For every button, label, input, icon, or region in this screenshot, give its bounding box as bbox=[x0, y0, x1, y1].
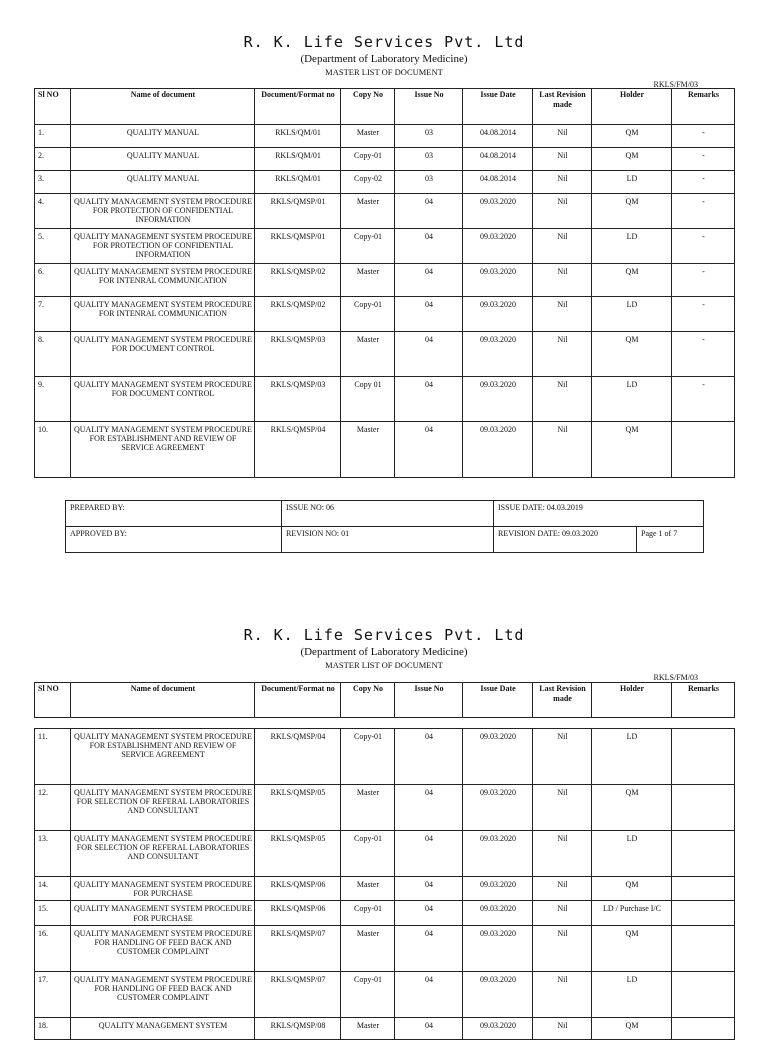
issue-date: 09.03.2020 bbox=[463, 729, 533, 785]
holder: LD / Purchase I/C bbox=[592, 901, 672, 925]
col-header: Name of document bbox=[71, 89, 255, 125]
document-name: QUALITY MANAGEMENT SYSTEM PROCEDURE FOR DOCUMENT CONTROL bbox=[71, 332, 255, 377]
document-no: RKLS/QMSP/05 bbox=[255, 785, 341, 831]
copy-no: Copy-01 bbox=[341, 729, 395, 785]
department-subtitle: (Department of Laboratory Medicine) bbox=[300, 53, 468, 65]
row-number: 16. bbox=[35, 925, 71, 971]
table-body bbox=[35, 729, 735, 1040]
document-name: QUALITY MANAGEMENT SYSTEM PROCEDURE FOR PURCHASE bbox=[71, 877, 255, 901]
col-header: Issue Date bbox=[463, 89, 533, 125]
table-row bbox=[35, 332, 735, 377]
page-number: Page 1 of 7 bbox=[637, 527, 704, 553]
remarks bbox=[672, 1017, 735, 1039]
table-header-row bbox=[35, 89, 735, 125]
row-number: 18. bbox=[35, 1017, 71, 1039]
remarks bbox=[672, 877, 735, 901]
holder: QM bbox=[592, 422, 672, 478]
document-no: RKLS/QMSP/08 bbox=[255, 1017, 341, 1039]
document-name: QUALITY MANAGEMENT SYSTEM bbox=[71, 1017, 255, 1039]
issue-no: 04 bbox=[395, 229, 463, 264]
holder: QM bbox=[592, 148, 672, 171]
issue-date: 09.03.2020 bbox=[463, 901, 533, 925]
issue-date: 09.03.2020 bbox=[463, 194, 533, 229]
issue-date: 09.03.2020 bbox=[463, 831, 533, 877]
last-revision: Nil bbox=[533, 148, 592, 171]
document-name: QUALITY MANAGEMENT SYSTEM PROCEDURE FOR PROTECTION OF CONFIDENTIAL INFORMATION bbox=[71, 229, 255, 264]
table-row bbox=[35, 925, 735, 971]
col-header: Last Revision made bbox=[533, 89, 592, 125]
col-header: Copy No bbox=[341, 683, 395, 718]
last-revision: Nil bbox=[533, 1017, 592, 1039]
issue-no: 03 bbox=[395, 125, 463, 148]
document-no: RKLS/QMSP/04 bbox=[255, 729, 341, 785]
table-row bbox=[35, 297, 735, 332]
remarks: - bbox=[672, 171, 735, 194]
issue-date: 04.08.2014 bbox=[463, 148, 533, 171]
document-name: QUALITY MANAGEMENT SYSTEM PROCEDURE FOR ESTABLISHMENT AND REVIEW OF SERVICE AGREEMENT bbox=[71, 422, 255, 478]
issue-date: 09.03.2020 bbox=[463, 971, 533, 1017]
table-row bbox=[35, 901, 735, 925]
col-header: Issue No bbox=[395, 683, 463, 718]
remarks bbox=[672, 729, 735, 785]
row-number: 17. bbox=[35, 971, 71, 1017]
last-revision: Nil bbox=[533, 422, 592, 478]
last-revision: Nil bbox=[533, 125, 592, 148]
issue-no: 04 bbox=[395, 925, 463, 971]
row-number: 12. bbox=[35, 785, 71, 831]
copy-no: Copy-02 bbox=[341, 171, 395, 194]
table-row bbox=[35, 194, 735, 229]
document-no: RKLS/QM/01 bbox=[255, 171, 341, 194]
table-row bbox=[35, 729, 735, 785]
document-name: QUALITY MANAGEMENT SYSTEM PROCEDURE FOR PURCHASE bbox=[71, 901, 255, 925]
holder: QM bbox=[592, 925, 672, 971]
last-revision: Nil bbox=[533, 194, 592, 229]
holder: LD bbox=[592, 971, 672, 1017]
copy-no: Master bbox=[341, 877, 395, 901]
issue-date: 09.03.2020 bbox=[463, 877, 533, 901]
row-number: 3. bbox=[35, 171, 71, 194]
last-revision: Nil bbox=[533, 229, 592, 264]
document-name: QUALITY MANAGEMENT SYSTEM PROCEDURE FOR INTENRAL COMMUNICATION bbox=[71, 264, 255, 297]
holder: LD bbox=[592, 729, 672, 785]
issue-no: 04 bbox=[395, 377, 463, 422]
issue-no: 04 bbox=[395, 264, 463, 297]
prepared-by: PREPARED BY: bbox=[66, 501, 282, 527]
form-number: RKLS/FM/03 bbox=[653, 673, 698, 682]
row-number: 15. bbox=[35, 901, 71, 925]
row-number: 2. bbox=[35, 148, 71, 171]
remarks: - bbox=[672, 297, 735, 332]
row-number: 10. bbox=[35, 422, 71, 478]
row-number: 9. bbox=[35, 377, 71, 422]
document-name: QUALITY MANAGEMENT SYSTEM PROCEDURE FOR HANDLING OF FEED BACK AND CUSTOMER COMPLAINT bbox=[71, 971, 255, 1017]
document-no: RKLS/QM/01 bbox=[255, 125, 341, 148]
issue-date: 09.03.2020 bbox=[463, 229, 533, 264]
table-row bbox=[35, 148, 735, 171]
row-number: 14. bbox=[35, 877, 71, 901]
document-footer bbox=[65, 500, 704, 553]
col-header: Holder bbox=[592, 89, 672, 125]
last-revision: Nil bbox=[533, 971, 592, 1017]
remarks: - bbox=[672, 194, 735, 229]
copy-no: Master bbox=[341, 925, 395, 971]
company-title: R. K. Life Services Pvt. Ltd bbox=[243, 33, 525, 51]
revision-date: REVISION DATE: 09.03.2020 bbox=[494, 527, 637, 553]
issue-no: 04 bbox=[395, 729, 463, 785]
copy-no: Master bbox=[341, 194, 395, 229]
issue-no: 04 bbox=[395, 1017, 463, 1039]
document-no: RKLS/QMSP/06 bbox=[255, 877, 341, 901]
table-row bbox=[35, 1017, 735, 1039]
approved-by: APPROVED BY: bbox=[66, 527, 282, 553]
last-revision: Nil bbox=[533, 264, 592, 297]
revision-no: REVISION NO: 01 bbox=[282, 527, 494, 553]
master-list-header-table bbox=[34, 682, 735, 718]
copy-no: Copy-01 bbox=[341, 148, 395, 171]
document-name: QUALITY MANAGEMENT SYSTEM PROCEDURE FOR SELECTION OF REFERAL LABORATORIES AND CONSULTANT bbox=[71, 831, 255, 877]
remarks bbox=[672, 422, 735, 478]
remarks: - bbox=[672, 264, 735, 297]
col-header: Remarks bbox=[672, 683, 735, 718]
document-no: RKLS/QMSP/05 bbox=[255, 831, 341, 877]
copy-no: Master bbox=[341, 332, 395, 377]
row-number: 11. bbox=[35, 729, 71, 785]
row-number: 4. bbox=[35, 194, 71, 229]
last-revision: Nil bbox=[533, 785, 592, 831]
table-row bbox=[35, 229, 735, 264]
remarks bbox=[672, 971, 735, 1017]
copy-no: Copy 01 bbox=[341, 377, 395, 422]
document-no: RKLS/QMSP/01 bbox=[255, 229, 341, 264]
col-header: Issue Date bbox=[463, 683, 533, 718]
issue-date: 09.03.2020 bbox=[463, 377, 533, 422]
table-row bbox=[35, 971, 735, 1017]
remarks: - bbox=[672, 229, 735, 264]
remarks: - bbox=[672, 148, 735, 171]
copy-no: Master bbox=[341, 785, 395, 831]
list-title: MASTER LIST OF DOCUMENT bbox=[325, 660, 443, 670]
department-subtitle: (Department of Laboratory Medicine) bbox=[300, 646, 468, 658]
col-header: Sl NO bbox=[35, 89, 71, 125]
document-name: QUALITY MANUAL bbox=[71, 125, 255, 148]
last-revision: Nil bbox=[533, 901, 592, 925]
copy-no: Master bbox=[341, 1017, 395, 1039]
col-header: Document/Format no bbox=[255, 683, 341, 718]
issue-no: 04 bbox=[395, 971, 463, 1017]
copy-no: Copy-01 bbox=[341, 297, 395, 332]
company-title: R. K. Life Services Pvt. Ltd bbox=[243, 626, 525, 644]
holder: LD bbox=[592, 377, 672, 422]
table-row bbox=[35, 877, 735, 901]
copy-no: Copy-01 bbox=[341, 229, 395, 264]
document-no: RKLS/QMSP/06 bbox=[255, 901, 341, 925]
document-name: QUALITY MANAGEMENT SYSTEM PROCEDURE FOR PROTECTION OF CONFIDENTIAL INFORMATION bbox=[71, 194, 255, 229]
issue-date: 04.08.2014 bbox=[463, 125, 533, 148]
col-header: Name of document bbox=[71, 683, 255, 718]
document-no: RKLS/QM/01 bbox=[255, 148, 341, 171]
table-row bbox=[35, 377, 735, 422]
issue-no: 04 bbox=[395, 901, 463, 925]
document-name: QUALITY MANAGEMENT SYSTEM PROCEDURE FOR INTENRAL COMMUNICATION bbox=[71, 297, 255, 332]
col-header: Issue No bbox=[395, 89, 463, 125]
issue-no: ISSUE NO: 06 bbox=[282, 501, 494, 527]
last-revision: Nil bbox=[533, 831, 592, 877]
issue-no: 04 bbox=[395, 785, 463, 831]
last-revision: Nil bbox=[533, 925, 592, 971]
table-row bbox=[35, 785, 735, 831]
remarks: - bbox=[672, 332, 735, 377]
issue-date: 09.03.2020 bbox=[463, 297, 533, 332]
remarks bbox=[672, 925, 735, 971]
table-body bbox=[35, 125, 735, 478]
row-number: 6. bbox=[35, 264, 71, 297]
remarks bbox=[672, 831, 735, 877]
document-name: QUALITY MANAGEMENT SYSTEM PROCEDURE FOR HANDLING OF FEED BACK AND CUSTOMER COMPLAINT bbox=[71, 925, 255, 971]
issue-no: 04 bbox=[395, 297, 463, 332]
row-number: 8. bbox=[35, 332, 71, 377]
holder: QM bbox=[592, 125, 672, 148]
copy-no: Master bbox=[341, 264, 395, 297]
form-number: RKLS/FM/03 bbox=[653, 80, 698, 89]
table-row bbox=[35, 125, 735, 148]
holder: QM bbox=[592, 877, 672, 901]
issue-date: 09.03.2020 bbox=[463, 1017, 533, 1039]
col-header: Last Revision made bbox=[533, 683, 592, 718]
col-header: Remarks bbox=[672, 89, 735, 125]
list-title: MASTER LIST OF DOCUMENT bbox=[325, 67, 443, 77]
issue-date: 09.03.2020 bbox=[463, 785, 533, 831]
issue-date: ISSUE DATE: 04.03.2019 bbox=[494, 501, 704, 527]
issue-date: 09.03.2020 bbox=[463, 264, 533, 297]
col-header: Document/Format no bbox=[255, 89, 341, 125]
issue-no: 04 bbox=[395, 831, 463, 877]
document-name: QUALITY MANUAL bbox=[71, 148, 255, 171]
master-list-table bbox=[34, 728, 735, 1040]
issue-no: 04 bbox=[395, 194, 463, 229]
last-revision: Nil bbox=[533, 297, 592, 332]
table-row bbox=[35, 171, 735, 194]
issue-no: 04 bbox=[395, 422, 463, 478]
last-revision: Nil bbox=[533, 729, 592, 785]
remarks bbox=[672, 901, 735, 925]
copy-no: Copy-01 bbox=[341, 901, 395, 925]
last-revision: Nil bbox=[533, 377, 592, 422]
document-name: QUALITY MANAGEMENT SYSTEM PROCEDURE FOR DOCUMENT CONTROL bbox=[71, 377, 255, 422]
last-revision: Nil bbox=[533, 171, 592, 194]
remarks bbox=[672, 785, 735, 831]
document-name: QUALITY MANUAL bbox=[71, 171, 255, 194]
holder: LD bbox=[592, 171, 672, 194]
holder: LD bbox=[592, 229, 672, 264]
document-no: RKLS/QMSP/07 bbox=[255, 971, 341, 1017]
document-no: RKLS/QMSP/02 bbox=[255, 264, 341, 297]
holder: QM bbox=[592, 194, 672, 229]
copy-no: Copy-01 bbox=[341, 831, 395, 877]
issue-no: 03 bbox=[395, 148, 463, 171]
holder: QM bbox=[592, 785, 672, 831]
document-no: RKLS/QMSP/03 bbox=[255, 377, 341, 422]
document-no: RKLS/QMSP/04 bbox=[255, 422, 341, 478]
document-no: RKLS/QMSP/03 bbox=[255, 332, 341, 377]
copy-no: Master bbox=[341, 125, 395, 148]
remarks: - bbox=[672, 125, 735, 148]
copy-no: Master bbox=[341, 422, 395, 478]
holder: LD bbox=[592, 297, 672, 332]
row-number: 1. bbox=[35, 125, 71, 148]
master-list-table bbox=[34, 88, 735, 478]
issue-no: 04 bbox=[395, 332, 463, 377]
last-revision: Nil bbox=[533, 332, 592, 377]
table-row bbox=[35, 422, 735, 478]
issue-no: 03 bbox=[395, 171, 463, 194]
issue-date: 09.03.2020 bbox=[463, 332, 533, 377]
document-no: RKLS/QMSP/07 bbox=[255, 925, 341, 971]
document-no: RKLS/QMSP/02 bbox=[255, 297, 341, 332]
holder: QM bbox=[592, 1017, 672, 1039]
document-name: QUALITY MANAGEMENT SYSTEM PROCEDURE FOR SELECTION OF REFERAL LABORATORIES AND CONSULTANT bbox=[71, 785, 255, 831]
table-header-row bbox=[35, 683, 735, 718]
issue-date: 09.03.2020 bbox=[463, 925, 533, 971]
issue-date: 04.08.2014 bbox=[463, 171, 533, 194]
document-name: QUALITY MANAGEMENT SYSTEM PROCEDURE FOR ESTABLISHMENT AND REVIEW OF SERVICE AGREEMENT bbox=[71, 729, 255, 785]
row-number: 13. bbox=[35, 831, 71, 877]
col-header: Holder bbox=[592, 683, 672, 718]
row-number: 7. bbox=[35, 297, 71, 332]
holder: LD bbox=[592, 831, 672, 877]
remarks: - bbox=[672, 377, 735, 422]
col-header: Copy No bbox=[341, 89, 395, 125]
table-row bbox=[35, 264, 735, 297]
holder: QM bbox=[592, 332, 672, 377]
issue-no: 04 bbox=[395, 877, 463, 901]
document-no: RKLS/QMSP/01 bbox=[255, 194, 341, 229]
table-row bbox=[35, 831, 735, 877]
issue-date: 09.03.2020 bbox=[463, 422, 533, 478]
copy-no: Copy-01 bbox=[341, 971, 395, 1017]
holder: QM bbox=[592, 264, 672, 297]
row-number: 5. bbox=[35, 229, 71, 264]
col-header: Sl NO bbox=[35, 683, 71, 718]
last-revision: Nil bbox=[533, 877, 592, 901]
